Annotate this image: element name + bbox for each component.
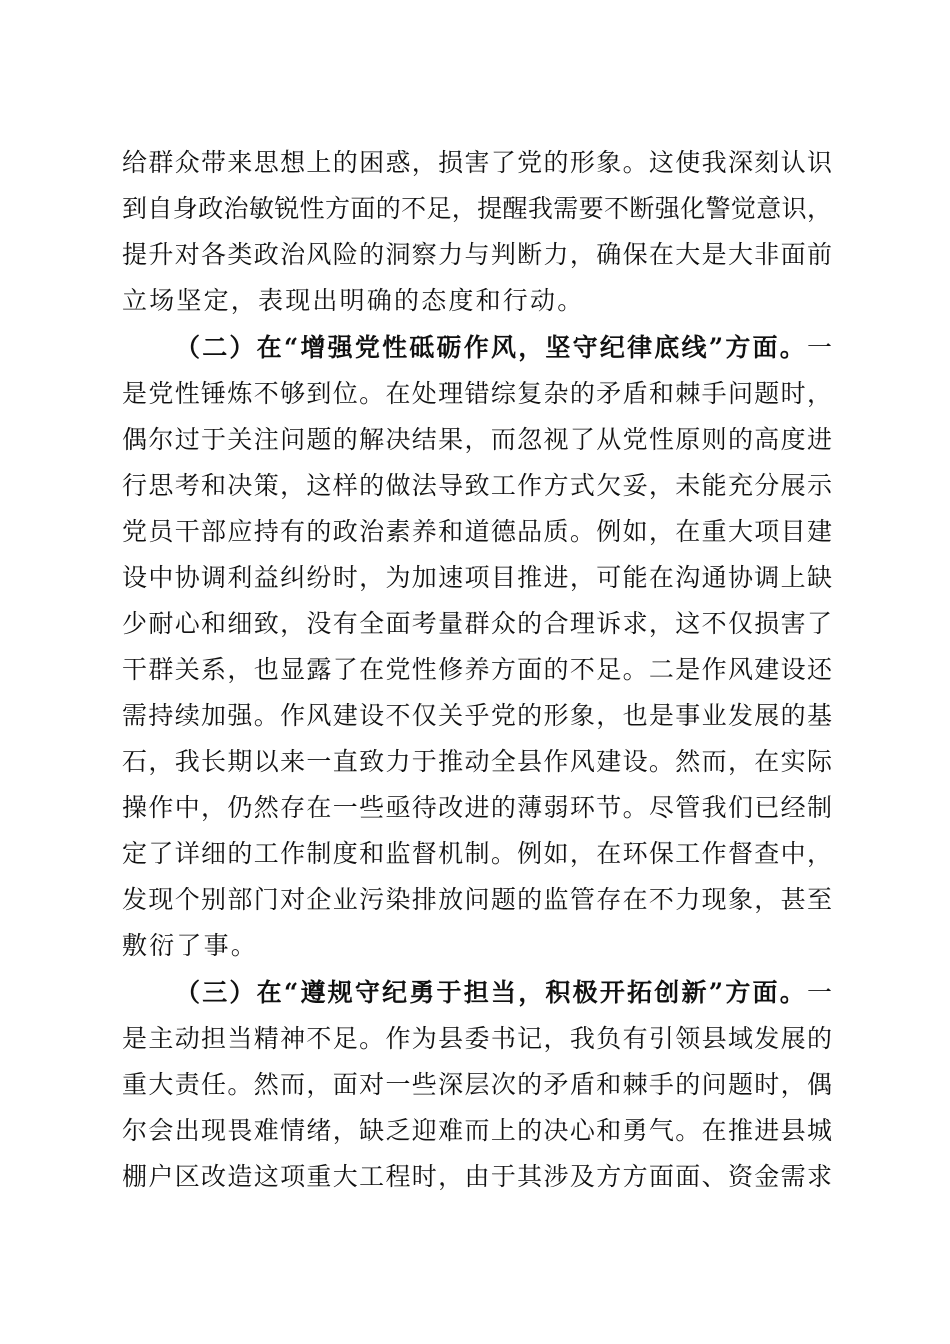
paragraph-3-heading: （三）在“遵规守纪勇于担当，积极开拓创新”方面。 — [175, 978, 807, 1007]
paragraph-2-heading: （二）在“增强党性砥砺作风，坚守纪律底线”方面。 — [175, 333, 807, 362]
paragraph-2-line-7: 干群关系，也显露了在党性修养方面的不足。二是作风建设还 — [122, 655, 832, 684]
paragraph-2-line-13: 敷衍了事。 — [122, 931, 259, 960]
paragraph-3-line-3: 尔会出现畏难情绪，缺乏迎难而上的决心和勇气。在推进县城 — [122, 1116, 832, 1145]
paragraph-3-line-4: 棚户区改造这项重大工程时，由于其涉及方方面面、资金需求 — [122, 1162, 832, 1191]
paragraph-2-line-12: 发现个别部门对企业污染排放问题的监管存在不力现象，甚至 — [122, 885, 832, 914]
paragraph-2-first-line-rest: 一 — [806, 333, 832, 362]
paragraph-2-line-2: 偶尔过于关注问题的解决结果，而忽视了从党性原则的高度进 — [122, 425, 832, 454]
paragraph-1-line-1: 给群众带来思想上的困惑，损害了党的形象。这使我深刻认识 — [122, 148, 832, 177]
paragraph-2-line-8: 需持续加强。作风建设不仅关乎党的形象，也是事业发展的基 — [122, 701, 832, 730]
paragraph-1-line-2: 到自身政治敏锐性方面的不足，提醒我需要不断强化警觉意识， — [122, 194, 832, 223]
paragraph-2-line-11: 定了详细的工作制度和监督机制。例如，在环保工作督查中， — [122, 839, 832, 868]
paragraph-2-line-3: 行思考和决策，这样的做法导致工作方式欠妥，未能充分展示 — [122, 471, 832, 500]
paragraph-2-line-9: 石，我长期以来一直致力于推动全县作风建设。然而，在实际 — [122, 747, 832, 776]
paragraph-2-line-5: 设中协调利益纠纷时，为加速项目推进，可能在沟通协调上缺 — [122, 563, 832, 592]
paragraph-2-line-1: 是党性锤炼不够到位。在处理错综复杂的矛盾和棘手问题时， — [122, 379, 832, 408]
paragraph-2-line-10: 操作中，仍然存在一些亟待改进的薄弱环节。尽管我们已经制 — [122, 793, 832, 822]
paragraph-3-first-line-rest: 一 — [806, 978, 832, 1007]
paragraph-3-heading-line — [175, 970, 832, 1016]
paragraph-2-line-4: 党员干部应持有的政治素养和道德品质。例如，在重大项目建 — [122, 517, 832, 546]
paragraph-1-line-3: 提升对各类政治风险的洞察力与判断力，确保在大是大非面前 — [122, 240, 832, 269]
paragraph-3-line-2: 重大责任。然而，面对一些深层次的矛盾和棘手的问题时，偶 — [122, 1070, 832, 1099]
paragraph-1-line-4: 立场坚定，表现出明确的态度和行动。 — [122, 286, 585, 315]
paragraph-2-line-6: 少耐心和细致，没有全面考量群众的合理诉求，这不仅损害了 — [122, 609, 832, 638]
paragraph-2-heading-line — [175, 325, 832, 371]
paragraph-3-line-1: 是主动担当精神不足。作为县委书记，我负有引领县域发展的 — [122, 1024, 832, 1053]
